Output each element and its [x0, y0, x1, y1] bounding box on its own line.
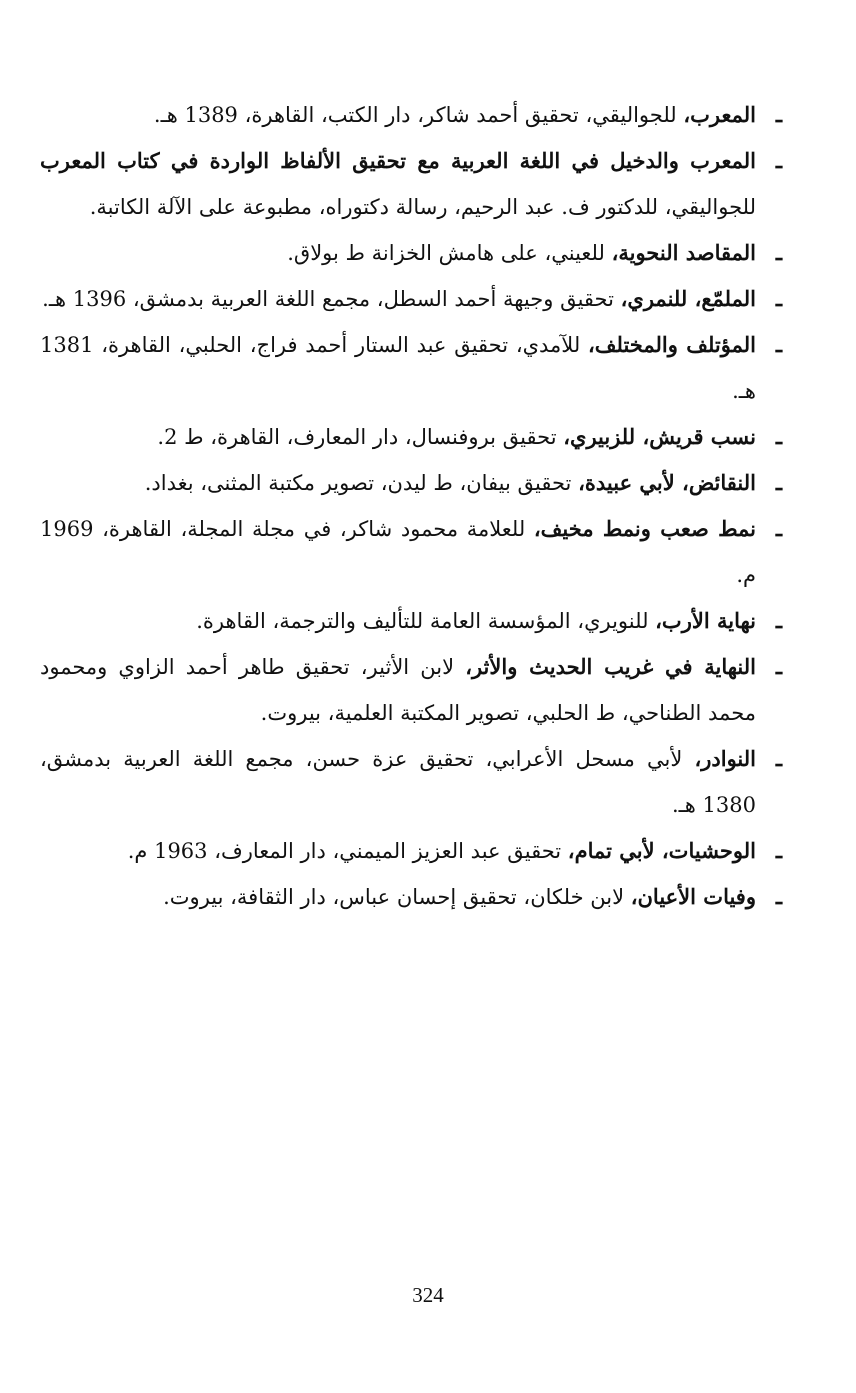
- entry-details: لابن خلكان، تحقيق إحسان عباس، دار الثقافة، بيروت.: [163, 885, 631, 909]
- entry-dash: ـ: [775, 654, 782, 679]
- entry-details: لابن الأثير، تحقيق طاهر أحمد الزاوي ومحمود محمد الطناحي، ط الحلبي، تصوير المكتبة العلمية، بيروت.: [40, 655, 756, 725]
- entry-dash: ـ: [775, 746, 782, 771]
- entry-title: نهاية الأرب،: [655, 608, 756, 633]
- entry-dash: ـ: [775, 470, 782, 495]
- bibliography-entry: [40, 138, 782, 230]
- entry-details: للجواليقي، تحقيق أحمد شاكر، دار الكتب، القاهرة، 1389 هـ.: [153, 103, 684, 127]
- bibliography-entry: [40, 736, 782, 828]
- entry-dash: ـ: [775, 240, 782, 265]
- entry-title: النوادر،: [694, 746, 756, 771]
- entry-dash: ـ: [775, 102, 782, 127]
- bibliography-entry: [40, 276, 782, 322]
- bibliography-entry: [40, 230, 782, 276]
- entry-details: تحقيق بروفنسال، دار المعارف، القاهرة، ط 2.: [157, 425, 564, 449]
- entry-details: للعيني، على هامش الخزانة ط بولاق.: [287, 241, 612, 265]
- entry-dash: ـ: [775, 608, 782, 633]
- entry-details: للنويري، المؤسسة العامة للتأليف والترجمة، القاهرة.: [196, 609, 656, 633]
- entry-title: المقاصد النحوية،: [611, 240, 756, 265]
- bibliography-entry: [40, 874, 782, 920]
- entry-details: للعلامة محمود شاكر، في مجلة المجلة، القاهرة، 1969 م.: [40, 517, 756, 587]
- bibliography-entry: [40, 92, 782, 138]
- bibliography-entry: [40, 460, 782, 506]
- entry-title: الوحشيات، لأبي تمام،: [567, 838, 756, 863]
- entry-dash: ـ: [775, 424, 782, 449]
- entry-title: نمط صعب ونمط مخيف،: [533, 516, 757, 541]
- entry-details: لأبي مسحل الأعرابي، تحقيق عزة حسن، مجمع اللغة العربية بدمشق، 1380 هـ.: [40, 747, 756, 817]
- entry-title: المؤتلف والمختلف،: [587, 332, 756, 357]
- bibliography-entry: [40, 506, 782, 598]
- entry-dash: ـ: [775, 838, 782, 863]
- entry-title: المعرب والدخيل في اللغة العربية مع تحقيق الألفاظ الواردة في كتاب المعرب: [40, 148, 756, 173]
- entry-dash: ـ: [775, 516, 782, 541]
- entry-title: النهاية في غريب الحديث والأثر،: [465, 654, 756, 679]
- bibliography-entry: [40, 828, 782, 874]
- entry-details: للآمدي، تحقيق عبد الستار أحمد فراج، الحلبي، القاهرة، 1381 هـ.: [40, 333, 756, 403]
- page-number: 324: [412, 1283, 444, 1307]
- entry-details: تحقيق عبد العزيز الميمني، دار المعارف، 1963 م.: [127, 839, 568, 863]
- entry-details: تحقيق بيفان، ط ليدن، تصوير مكتبة المثنى، بغداد.: [144, 471, 579, 495]
- bibliography-entry: [40, 414, 782, 460]
- bibliography-entry: [40, 598, 782, 644]
- entry-dash: ـ: [775, 332, 782, 357]
- bibliography-list: [40, 92, 782, 920]
- entry-title: نسب قريش، للزبيري،: [563, 424, 756, 449]
- entry-title: الملمّع، للنمري،: [620, 286, 756, 311]
- entry-dash: ـ: [775, 148, 782, 173]
- bibliography-entry: [40, 644, 782, 736]
- entry-title: وفيات الأعيان،: [630, 884, 756, 909]
- entry-dash: ـ: [775, 884, 782, 909]
- bibliography-entry: [40, 322, 782, 414]
- entry-dash: ـ: [775, 286, 782, 311]
- entry-details: تحقيق وجيهة أحمد السطل، مجمع اللغة العربية بدمشق، 1396 هـ.: [42, 287, 621, 311]
- entry-details: للجواليقي، للدكتور ف. عبد الرحيم، رسالة دكتوراه، مطبوعة على الآلة الكاتبة.: [89, 195, 756, 219]
- entry-title: النقائض، لأبي عبيدة،: [578, 470, 756, 495]
- entry-title: المعرب،: [683, 102, 756, 127]
